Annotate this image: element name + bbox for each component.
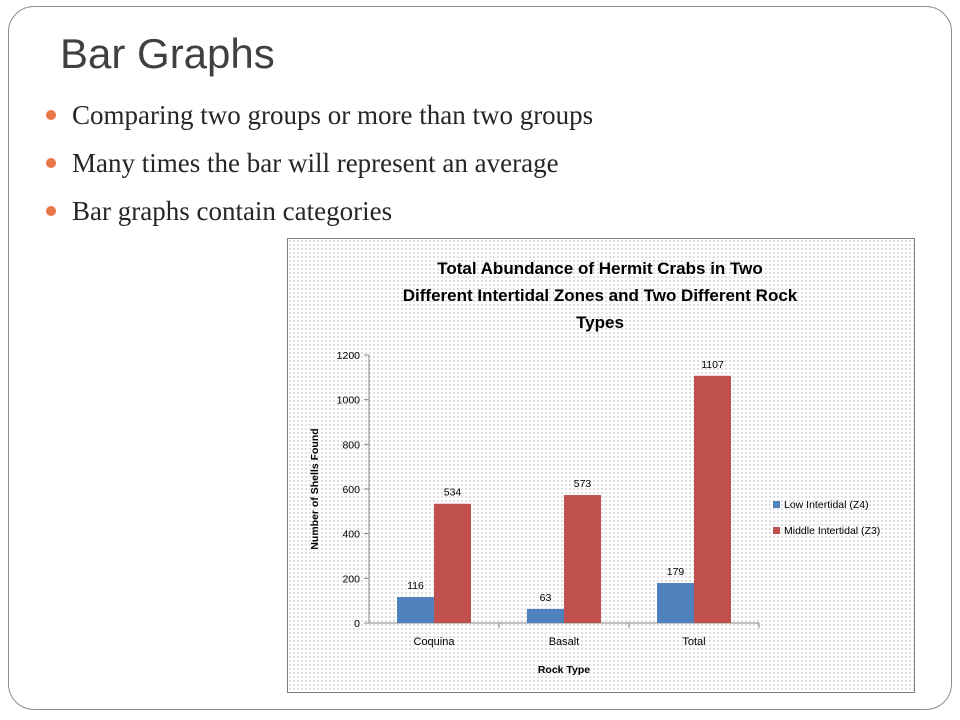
legend-swatch	[773, 501, 780, 508]
bar	[397, 597, 434, 623]
bar-data-label: 1107	[701, 358, 724, 371]
bullet-dot-icon	[46, 206, 56, 216]
x-tick-label: Total	[682, 636, 706, 648]
slide-title: Bar Graphs	[60, 30, 275, 77]
bullet-text: Bar graphs contain categories	[72, 196, 393, 226]
bar	[657, 583, 694, 623]
y-tick-label: 1000	[336, 394, 360, 407]
y-tick-label: 0	[354, 618, 360, 630]
bullet-text: Comparing two groups or more than two groups	[72, 100, 594, 130]
bar	[694, 376, 731, 623]
bar-data-label: 179	[666, 566, 685, 579]
bullet-item	[46, 144, 593, 192]
bar-data-label: 534	[443, 486, 462, 499]
legend-swatch	[773, 527, 780, 534]
chart-title-line: Total Abundance of Hermit Crabs in Two	[437, 259, 763, 278]
bullet-dot-icon	[46, 158, 56, 168]
bullet-list	[46, 96, 593, 240]
bar	[434, 504, 471, 623]
bar-chart-svg	[288, 239, 914, 692]
bullet-text: Many times the bar will represent an average	[72, 148, 559, 178]
bullet-item	[46, 96, 593, 144]
y-tick-label: 600	[342, 484, 360, 496]
legend-label: Middle Intertidal (Z3)	[784, 525, 881, 537]
legend-label: Low Intertidal (Z4)	[784, 499, 869, 511]
bar-data-label: 116	[407, 580, 424, 593]
y-tick-label: 200	[342, 573, 360, 586]
chart-title-line: Different Intertidal Zones and Two Different Rock	[402, 286, 798, 305]
y-axis-title: Number of Shells Found	[309, 428, 321, 550]
bar-data-label: 573	[573, 478, 592, 491]
y-tick-label: 800	[342, 439, 360, 452]
y-tick-label: 1200	[336, 350, 360, 362]
x-tick-label: Basalt	[548, 636, 580, 648]
y-tick-label: 400	[342, 528, 360, 541]
bullet-item	[46, 192, 593, 240]
bullet-dot-icon	[46, 110, 56, 120]
bar-chart	[287, 238, 915, 693]
bar	[527, 609, 564, 623]
chart-title-line: Types	[576, 313, 624, 332]
bar	[564, 495, 601, 623]
x-tick-label: Coquina	[413, 636, 455, 648]
bar-data-label: 63	[539, 591, 552, 604]
x-axis-title: Rock Type	[537, 664, 591, 676]
